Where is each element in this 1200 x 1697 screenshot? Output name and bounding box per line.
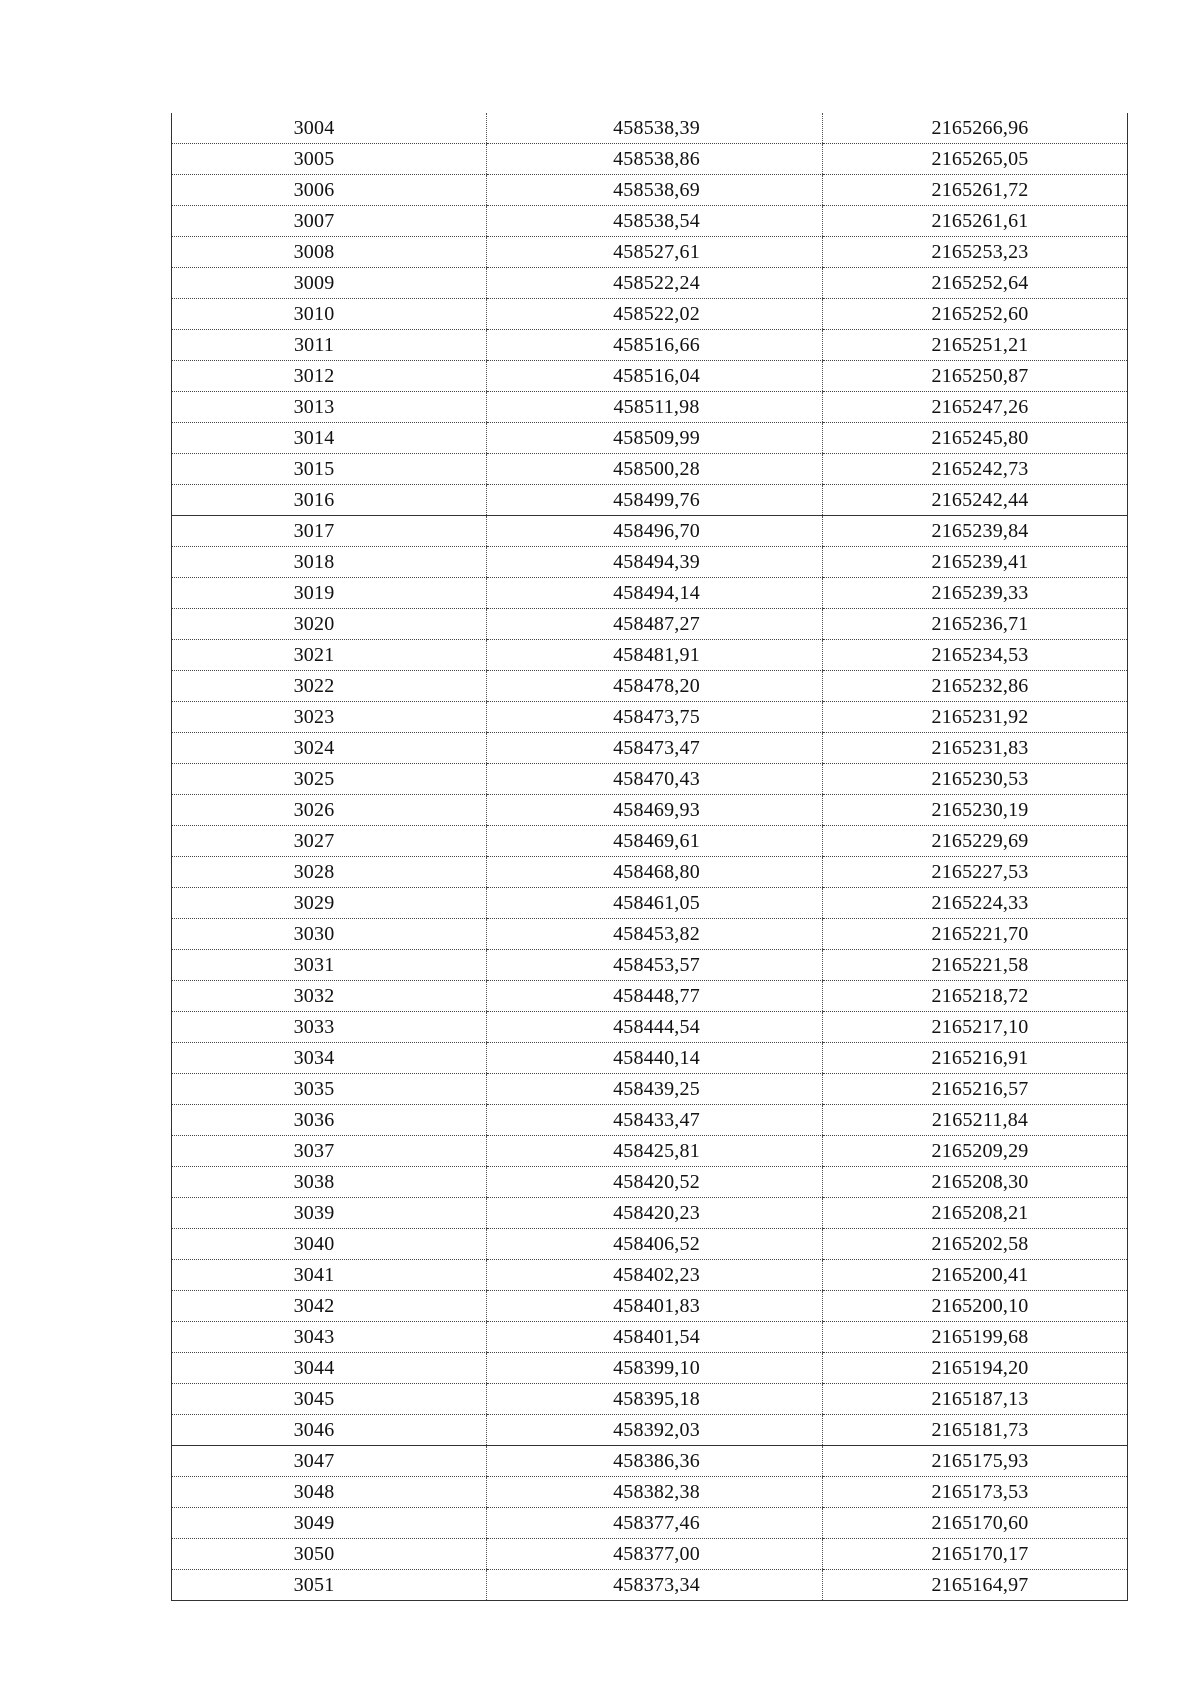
table-row [172, 1260, 1128, 1291]
table-row [172, 175, 1128, 206]
table-row [172, 1322, 1128, 1353]
table-row [172, 423, 1128, 454]
table-row [172, 516, 1128, 547]
table-row [172, 1446, 1128, 1477]
x-coordinate-cell: 458440,14 [487, 1043, 823, 1074]
table-row [172, 206, 1128, 237]
x-coordinate-cell: 458473,75 [487, 702, 823, 733]
table-row [172, 950, 1128, 981]
table-row [172, 1074, 1128, 1105]
table-row [172, 1198, 1128, 1229]
point-number-cell: 3012 [172, 361, 487, 392]
x-coordinate-cell: 458496,70 [487, 516, 823, 547]
x-coordinate-cell: 458395,18 [487, 1384, 823, 1415]
x-coordinate-cell: 458478,20 [487, 671, 823, 702]
x-coordinate-cell: 458481,91 [487, 640, 823, 671]
table-row [172, 888, 1128, 919]
table-row [172, 1415, 1128, 1446]
y-coordinate-cell: 2165221,58 [823, 950, 1128, 981]
x-coordinate-cell: 458453,82 [487, 919, 823, 950]
point-number-cell: 3026 [172, 795, 487, 826]
point-number-cell: 3027 [172, 826, 487, 857]
point-number-cell: 3010 [172, 299, 487, 330]
y-coordinate-cell: 2165218,72 [823, 981, 1128, 1012]
y-coordinate-cell: 2165173,53 [823, 1477, 1128, 1508]
point-number-cell: 3045 [172, 1384, 487, 1415]
y-coordinate-cell: 2165261,72 [823, 175, 1128, 206]
point-number-cell: 3018 [172, 547, 487, 578]
x-coordinate-cell: 458538,69 [487, 175, 823, 206]
point-number-cell: 3020 [172, 609, 487, 640]
table-row [172, 361, 1128, 392]
x-coordinate-cell: 458538,39 [487, 113, 823, 144]
y-coordinate-cell: 2165230,53 [823, 764, 1128, 795]
point-number-cell: 3047 [172, 1446, 487, 1477]
table-row [172, 857, 1128, 888]
x-coordinate-cell: 458468,80 [487, 857, 823, 888]
point-number-cell: 3008 [172, 237, 487, 268]
table-row [172, 1291, 1128, 1322]
table-row [172, 671, 1128, 702]
point-number-cell: 3041 [172, 1260, 487, 1291]
point-number-cell: 3032 [172, 981, 487, 1012]
y-coordinate-cell: 2165208,30 [823, 1167, 1128, 1198]
x-coordinate-cell: 458470,43 [487, 764, 823, 795]
table-row [172, 1043, 1128, 1074]
point-number-cell: 3025 [172, 764, 487, 795]
point-number-cell: 3011 [172, 330, 487, 361]
coordinates-table [171, 113, 1128, 1601]
point-number-cell: 3019 [172, 578, 487, 609]
y-coordinate-cell: 2165236,71 [823, 609, 1128, 640]
x-coordinate-cell: 458444,54 [487, 1012, 823, 1043]
x-coordinate-cell: 458420,23 [487, 1198, 823, 1229]
table-row [172, 1539, 1128, 1570]
y-coordinate-cell: 2165261,61 [823, 206, 1128, 237]
y-coordinate-cell: 2165194,20 [823, 1353, 1128, 1384]
table-row [172, 1570, 1128, 1601]
x-coordinate-cell: 458461,05 [487, 888, 823, 919]
point-number-cell: 3024 [172, 733, 487, 764]
point-number-cell: 3033 [172, 1012, 487, 1043]
point-number-cell: 3035 [172, 1074, 487, 1105]
table-row [172, 1229, 1128, 1260]
table-row [172, 1105, 1128, 1136]
point-number-cell: 3006 [172, 175, 487, 206]
table-row [172, 454, 1128, 485]
point-number-cell: 3007 [172, 206, 487, 237]
x-coordinate-cell: 458425,81 [487, 1136, 823, 1167]
table-row [172, 237, 1128, 268]
table-row [172, 1384, 1128, 1415]
x-coordinate-cell: 458399,10 [487, 1353, 823, 1384]
table-row [172, 1167, 1128, 1198]
y-coordinate-cell: 2165221,70 [823, 919, 1128, 950]
x-coordinate-cell: 458473,47 [487, 733, 823, 764]
table-row [172, 1477, 1128, 1508]
y-coordinate-cell: 2165229,69 [823, 826, 1128, 857]
y-coordinate-cell: 2165211,84 [823, 1105, 1128, 1136]
table-row [172, 299, 1128, 330]
y-coordinate-cell: 2165242,44 [823, 485, 1128, 516]
y-coordinate-cell: 2165170,17 [823, 1539, 1128, 1570]
y-coordinate-cell: 2165164,97 [823, 1570, 1128, 1601]
table-row [172, 268, 1128, 299]
y-coordinate-cell: 2165247,26 [823, 392, 1128, 423]
x-coordinate-cell: 458522,24 [487, 268, 823, 299]
table-row [172, 919, 1128, 950]
point-number-cell: 3030 [172, 919, 487, 950]
table-row [172, 144, 1128, 175]
y-coordinate-cell: 2165202,58 [823, 1229, 1128, 1260]
x-coordinate-cell: 458511,98 [487, 392, 823, 423]
point-number-cell: 3037 [172, 1136, 487, 1167]
x-coordinate-cell: 458469,93 [487, 795, 823, 826]
y-coordinate-cell: 2165239,41 [823, 547, 1128, 578]
y-coordinate-cell: 2165216,57 [823, 1074, 1128, 1105]
y-coordinate-cell: 2165208,21 [823, 1198, 1128, 1229]
x-coordinate-cell: 458469,61 [487, 826, 823, 857]
point-number-cell: 3004 [172, 113, 487, 144]
y-coordinate-cell: 2165170,60 [823, 1508, 1128, 1539]
y-coordinate-cell: 2165242,73 [823, 454, 1128, 485]
y-coordinate-cell: 2165230,19 [823, 795, 1128, 826]
x-coordinate-cell: 458509,99 [487, 423, 823, 454]
x-coordinate-cell: 458406,52 [487, 1229, 823, 1260]
x-coordinate-cell: 458433,47 [487, 1105, 823, 1136]
y-coordinate-cell: 2165216,91 [823, 1043, 1128, 1074]
point-number-cell: 3040 [172, 1229, 487, 1260]
point-number-cell: 3042 [172, 1291, 487, 1322]
y-coordinate-cell: 2165265,05 [823, 144, 1128, 175]
point-number-cell: 3022 [172, 671, 487, 702]
point-number-cell: 3016 [172, 485, 487, 516]
x-coordinate-cell: 458382,38 [487, 1477, 823, 1508]
x-coordinate-cell: 458392,03 [487, 1415, 823, 1446]
x-coordinate-cell: 458516,04 [487, 361, 823, 392]
point-number-cell: 3017 [172, 516, 487, 547]
point-number-cell: 3039 [172, 1198, 487, 1229]
y-coordinate-cell: 2165181,73 [823, 1415, 1128, 1446]
x-coordinate-cell: 458401,83 [487, 1291, 823, 1322]
table-row [172, 485, 1128, 516]
y-coordinate-cell: 2165224,33 [823, 888, 1128, 919]
x-coordinate-cell: 458420,52 [487, 1167, 823, 1198]
point-number-cell: 3049 [172, 1508, 487, 1539]
y-coordinate-cell: 2165199,68 [823, 1322, 1128, 1353]
y-coordinate-cell: 2165231,92 [823, 702, 1128, 733]
table-row [172, 113, 1128, 144]
point-number-cell: 3044 [172, 1353, 487, 1384]
point-number-cell: 3048 [172, 1477, 487, 1508]
table-row [172, 1136, 1128, 1167]
point-number-cell: 3021 [172, 640, 487, 671]
x-coordinate-cell: 458487,27 [487, 609, 823, 640]
y-coordinate-cell: 2165232,86 [823, 671, 1128, 702]
x-coordinate-cell: 458448,77 [487, 981, 823, 1012]
point-number-cell: 3043 [172, 1322, 487, 1353]
y-coordinate-cell: 2165239,84 [823, 516, 1128, 547]
x-coordinate-cell: 458439,25 [487, 1074, 823, 1105]
point-number-cell: 3009 [172, 268, 487, 299]
table-row [172, 547, 1128, 578]
x-coordinate-cell: 458373,34 [487, 1570, 823, 1601]
point-number-cell: 3034 [172, 1043, 487, 1074]
table-row [172, 1012, 1128, 1043]
point-number-cell: 3023 [172, 702, 487, 733]
x-coordinate-cell: 458377,46 [487, 1508, 823, 1539]
point-number-cell: 3031 [172, 950, 487, 981]
point-number-cell: 3015 [172, 454, 487, 485]
y-coordinate-cell: 2165231,83 [823, 733, 1128, 764]
y-coordinate-cell: 2165234,53 [823, 640, 1128, 671]
table-row [172, 1508, 1128, 1539]
y-coordinate-cell: 2165253,23 [823, 237, 1128, 268]
y-coordinate-cell: 2165252,60 [823, 299, 1128, 330]
x-coordinate-cell: 458527,61 [487, 237, 823, 268]
table-row [172, 795, 1128, 826]
table-row [172, 981, 1128, 1012]
x-coordinate-cell: 458500,28 [487, 454, 823, 485]
table-row [172, 764, 1128, 795]
coordinates-table-body [172, 113, 1128, 1601]
x-coordinate-cell: 458522,02 [487, 299, 823, 330]
table-row [172, 826, 1128, 857]
x-coordinate-cell: 458453,57 [487, 950, 823, 981]
point-number-cell: 3005 [172, 144, 487, 175]
x-coordinate-cell: 458516,66 [487, 330, 823, 361]
x-coordinate-cell: 458499,76 [487, 485, 823, 516]
point-number-cell: 3050 [172, 1539, 487, 1570]
point-number-cell: 3014 [172, 423, 487, 454]
point-number-cell: 3036 [172, 1105, 487, 1136]
y-coordinate-cell: 2165209,29 [823, 1136, 1128, 1167]
y-coordinate-cell: 2165252,64 [823, 268, 1128, 299]
x-coordinate-cell: 458377,00 [487, 1539, 823, 1570]
x-coordinate-cell: 458538,54 [487, 206, 823, 237]
x-coordinate-cell: 458538,86 [487, 144, 823, 175]
point-number-cell: 3051 [293, 1574, 335, 1596]
table-row [172, 640, 1128, 671]
y-coordinate-cell: 2165266,96 [823, 113, 1128, 144]
x-coordinate-cell: 458494,14 [487, 578, 823, 609]
y-coordinate-cell: 2165200,41 [823, 1260, 1128, 1291]
y-coordinate-cell: 2165239,33 [823, 578, 1128, 609]
table-row [172, 733, 1128, 764]
table-row [172, 1353, 1128, 1384]
point-number-cell: 3029 [172, 888, 487, 919]
y-coordinate-cell: 2165200,10 [823, 1291, 1128, 1322]
y-coordinate-cell: 2165250,87 [823, 361, 1128, 392]
table-row [172, 392, 1128, 423]
table-row [172, 609, 1128, 640]
x-coordinate-cell: 458494,39 [487, 547, 823, 578]
point-number-cell: 3028 [172, 857, 487, 888]
point-number-cell: 3013 [172, 392, 487, 423]
y-coordinate-cell: 2165175,93 [823, 1446, 1128, 1477]
point-number-cell: 3046 [172, 1415, 487, 1446]
y-coordinate-cell: 2165251,21 [823, 330, 1128, 361]
table-row [172, 578, 1128, 609]
table-row [172, 330, 1128, 361]
x-coordinate-cell: 458386,36 [487, 1446, 823, 1477]
y-coordinate-cell: 2165227,53 [823, 857, 1128, 888]
point-number-cell: 3038 [172, 1167, 487, 1198]
table-row [172, 702, 1128, 733]
x-coordinate-cell: 458402,23 [487, 1260, 823, 1291]
y-coordinate-cell: 2165187,13 [823, 1384, 1128, 1415]
y-coordinate-cell: 2165245,80 [823, 423, 1128, 454]
y-coordinate-cell: 2165217,10 [823, 1012, 1128, 1043]
x-coordinate-cell: 458401,54 [487, 1322, 823, 1353]
